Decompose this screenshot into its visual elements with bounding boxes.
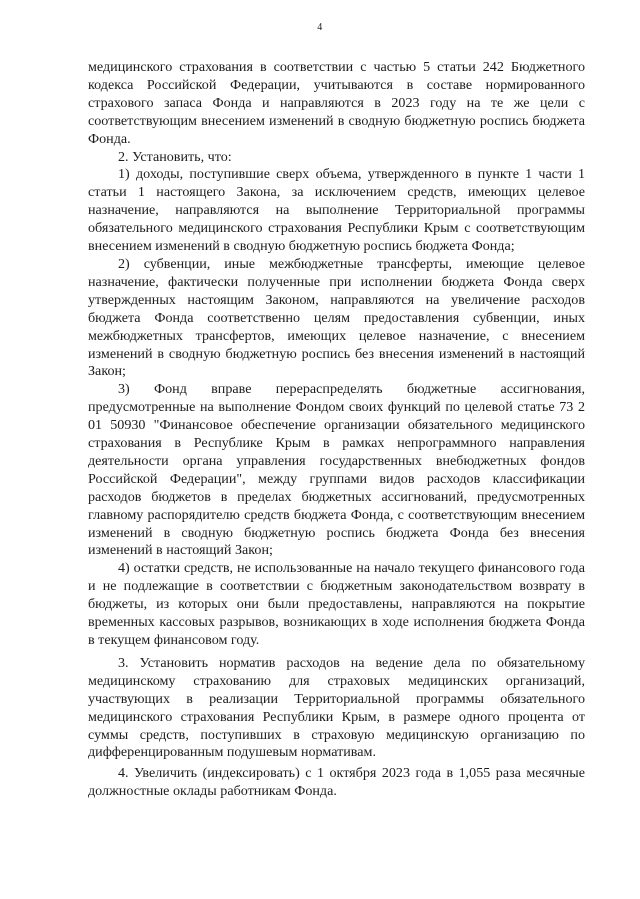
paragraph-item-3: 3) Фонд вправе перераспределять бюджетные ассигнования, предусмотренные на выполнение Фондом своих функций по целевой статье 73 2 01 50930 "Финансовое обеспечение организации обязательного медицинского страхования в Республике Крым в рамках непрограммного направления деятельности органа управления государственных внебюджетных фондов Российской Федерации", между группами видов расходов классификации расходов бюджетов в пределах бюджетных ассигнований, предусмотренных главному распорядителю средств бюджета Фонда, с соответствующим внесением изменений в сводную бюджетную роспись бюджета Фонда без внесения изменений в настоящий Закон; (88, 381, 585, 559)
paragraph-continuation: медицинского страхования в соответствии с частью 5 статьи 242 Бюджетного кодекса Российской Федерации, учитываются в составе нормированного страхового запаса Фонда и направляются в 2023 году на те же цели с соответствующим внесением изменений в сводную бюджетную роспись бюджета Фонда. (88, 59, 585, 147)
paragraph-clause-2: 2. Установить, что: (118, 148, 232, 165)
page-number: 4 (317, 22, 323, 33)
paragraph-item-4: 4) остатки средств, не использованные на начало текущего финансового года и не подлежащие в соответствии с бюджетным законодательством возврату в бюджеты, из которых они были предоставлены, направляются на покрытие временных кассовых разрывов, возникающих в ходе исполнения бюджета Фонда в текущем финансовом году. (88, 560, 585, 648)
document-body (88, 59, 585, 801)
paragraph-clause-3: 3. Установить норматив расходов на ведение дела по обязательному медицинскому страхованию для страховых медицинских организаций, участвующих в реализации Территориальной программы обязательного медицинского страхования Республики Крым, в размере одного процента от суммы средств, поступивших в страховую медицинскую организацию по дифференцированным подушевым нормативам. (88, 654, 585, 761)
paragraph-item-2: 2) субвенции, иные межбюджетные трансферты, имеющие целевое назначение, фактически полученные при исполнении бюджета Фонда сверх утвержденных настоящим Законом, направляются на увеличение расходов бюджета Фонда соответственно целям предоставления субвенции, иных межбюджетных трансфертов, имеющих целевое назначение, с внесением изменений в сводную бюджетную роспись без внесения изменений в настоящий Закон; (88, 255, 585, 380)
paragraph-clause-4: 4. Увеличить (индексировать) с 1 октября 2023 года в 1,055 раза месячные должностные оклады работникам Фонда. (88, 765, 585, 800)
paragraph-item-1: 1) доходы, поступившие сверх объема, утвержденного в пункте 1 части 1 статьи 1 настоящего Закона, за исключением средств, имеющих целевое назначение, направляются на выполнение Территориальной программы обязательного медицинского страхования Республики Крым с соответствующим внесением изменений в сводную бюджетную роспись бюджета Фонда; (88, 166, 585, 255)
